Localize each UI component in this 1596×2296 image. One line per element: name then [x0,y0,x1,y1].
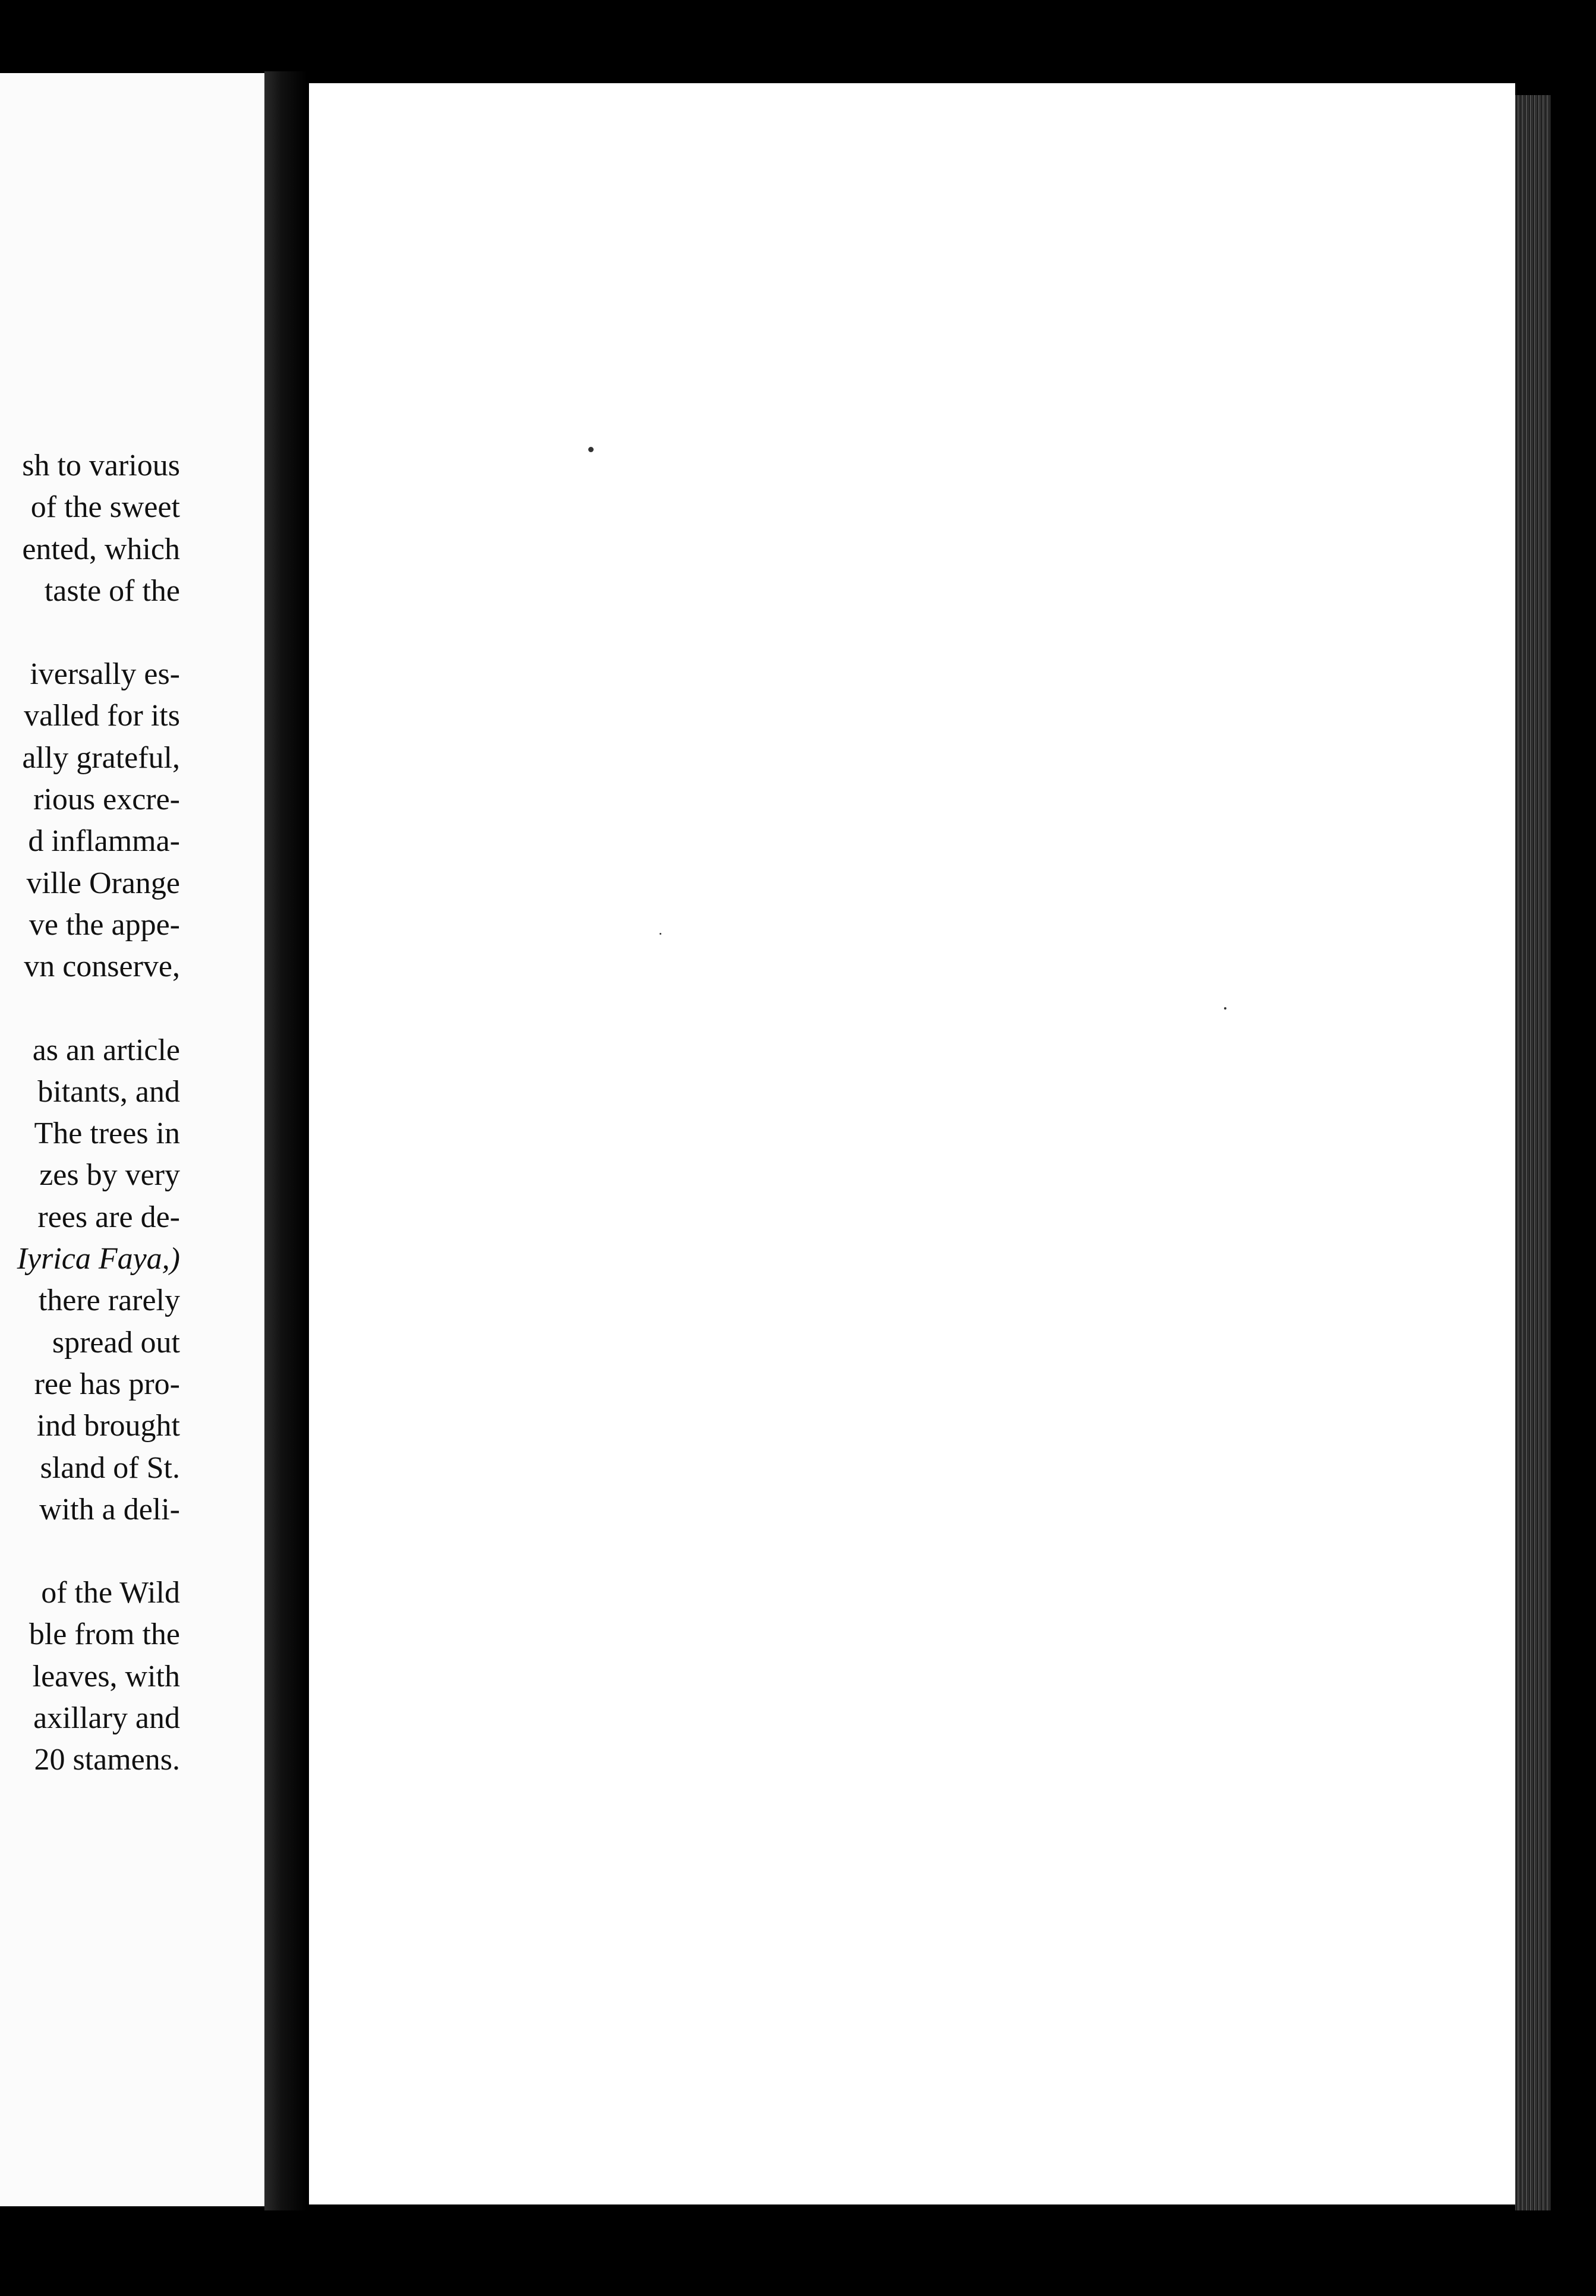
text-line: valled for its [24,699,180,733]
text-line: there rarely [38,1283,180,1318]
text-line: sland of St. [40,1450,180,1485]
left-page-text [17,445,180,1781]
text-line: taste of the [44,573,180,608]
text-line: ville Orange [26,866,180,900]
italic-text: Iyrica Faya,) [17,1242,180,1276]
text-line: with a deli- [39,1492,180,1527]
text-line: ve the appe- [29,907,180,942]
text-line: of the Wild [41,1576,180,1610]
text-line: 20 stamens. [34,1743,180,1777]
paper-speck [1224,1007,1226,1010]
paper-speck [660,933,661,935]
paragraph-gap [17,1531,180,1572]
text-line: ble from the [29,1617,180,1652]
text-line: vn conserve, [24,950,180,984]
text-line: d inflamma- [28,824,180,859]
paper-speck [588,447,594,452]
text-line: zes by very [39,1158,180,1193]
text-line: ree has pro- [34,1367,180,1401]
right-page-blank [309,83,1515,2204]
text-line: sh to various [22,449,180,482]
left-page [0,73,269,2206]
text-line: rious excre- [33,783,180,817]
text-line: iversally es- [30,657,180,692]
text-line: of the sweet [30,490,180,525]
text-line [17,1238,180,1280]
page-edge [1515,95,1551,2210]
paragraph-gap [17,612,180,654]
paragraph-gap [17,988,180,1030]
text-line: ind brought [36,1409,180,1443]
text-line: The trees in [34,1117,180,1151]
gutter-shadow [264,71,307,2210]
text-line: leaves, with [32,1659,180,1693]
text-line: axillary and [33,1701,180,1736]
text-line: ented, which [22,532,180,566]
text-line: spread out [52,1325,180,1360]
text-line: as an article [32,1033,180,1067]
text-line: bitants, and [37,1074,180,1109]
text-line: ally grateful, [22,740,180,775]
text-line: rees are de- [37,1200,180,1234]
